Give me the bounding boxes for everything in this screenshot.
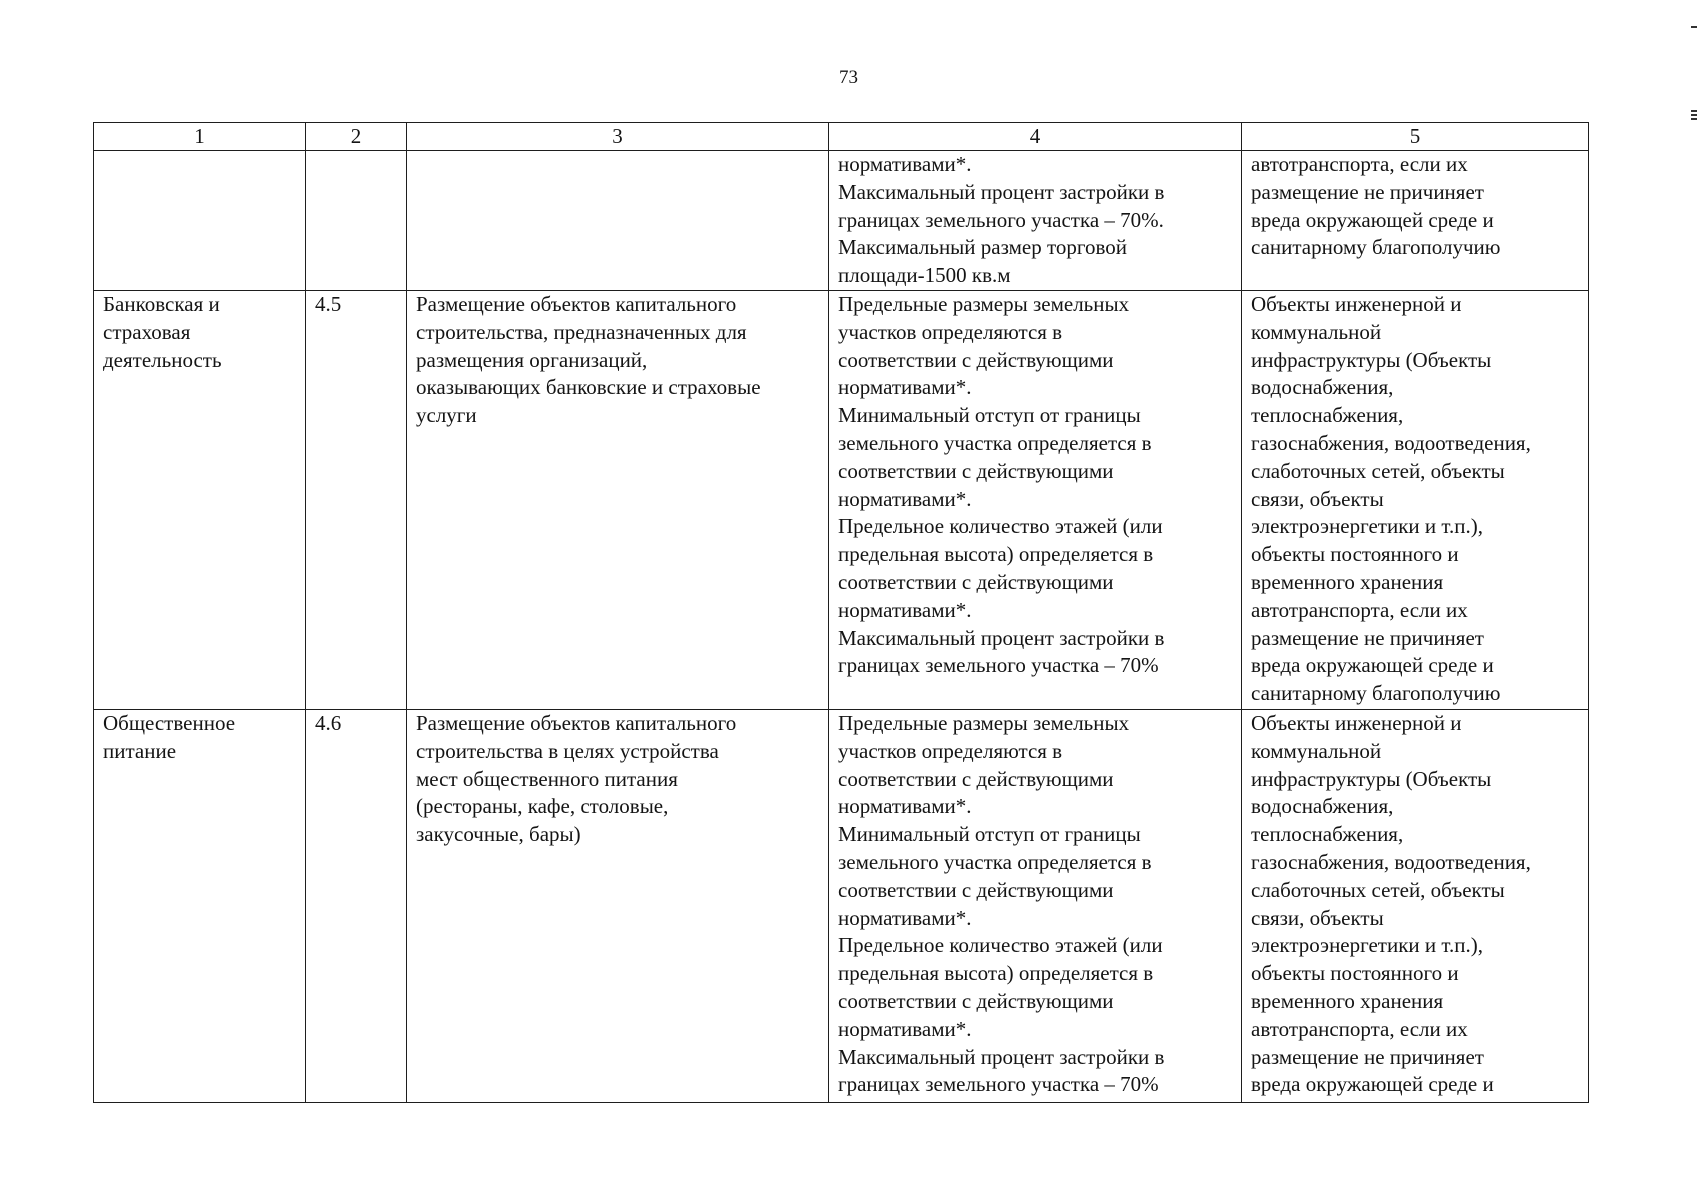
column-header-5: 5 xyxy=(1242,123,1589,151)
header-row xyxy=(94,123,1589,151)
scan-edge-mark xyxy=(1691,118,1697,120)
use-name-cell: Банковская и страховая деятельность xyxy=(94,291,306,710)
page-number: 73 xyxy=(839,67,858,88)
use-description-cell xyxy=(407,151,829,291)
parameters-cell: Предельные размеры земельных участков определяются в соответствии с действующими нормативами*. Минимальный отступ от границы земельного участка определяется в соответствии с действующими нормативами*. Предельное количество этажей (или предельная высота) определяется в соответствии с действующими нормативами*. Максимальный процент застройки в границах земельного участка – 70% xyxy=(829,710,1242,1103)
use-code-cell: 4.6 xyxy=(306,710,407,1103)
column-header-2: 2 xyxy=(306,123,407,151)
scan-edge-mark xyxy=(1691,114,1697,116)
column-header-4: 4 xyxy=(829,123,1242,151)
column-header-1: 1 xyxy=(94,123,306,151)
use-description-cell: Размещение объектов капитального строительства, предназначенных для размещения организаций, оказывающих банковские и страховые услуги xyxy=(407,291,829,710)
column-header-3: 3 xyxy=(407,123,829,151)
table-row xyxy=(94,291,1589,710)
parameters-cell: нормативами*. Максимальный процент застройки в границах земельного участка – 70%. Максимальный размер торговой площади-1500 кв.м xyxy=(829,151,1242,291)
auxiliary-uses-cell: Объекты инженерной и коммунальной инфраструктуры (Объекты водоснабжения, теплоснабжения, газоснабжения, водоотведения, слаботочных сетей, объекты связи, объекты электроэнергетики и т.п.), объекты постоянного и временного хранения автотранспорта, если их размещение не причиняет вреда окружающей среде и санитарному благополучию xyxy=(1242,291,1589,710)
use-code-cell: 4.5 xyxy=(306,291,407,710)
table-row xyxy=(94,151,1589,291)
use-description-cell: Размещение объектов капитального строительства в целях устройства мест общественного питания (рестораны, кафе, столовые, закусочные, бары) xyxy=(407,710,829,1103)
land-use-table xyxy=(93,122,1589,1103)
scan-edge-mark xyxy=(1691,110,1697,112)
table-row xyxy=(94,710,1589,1103)
parameters-cell: Предельные размеры земельных участков определяются в соответствии с действующими нормативами*. Минимальный отступ от границы земельного участка определяется в соответствии с действующими нормативами*. Предельное количество этажей (или предельная высота) определяется в соответствии с действующими нормативами*. Максимальный процент застройки в границах земельного участка – 70% xyxy=(829,291,1242,710)
auxiliary-uses-cell: автотранспорта, если их размещение не причиняет вреда окружающей среде и санитарному благополучию xyxy=(1242,151,1589,291)
use-name-cell: Общественное питание xyxy=(94,710,306,1103)
scan-edge-mark xyxy=(1691,26,1697,28)
auxiliary-uses-cell: Объекты инженерной и коммунальной инфраструктуры (Объекты водоснабжения, теплоснабжения, газоснабжения, водоотведения, слаботочных сетей, объекты связи, объекты электроэнергетики и т.п.), объекты постоянного и временного хранения автотранспорта, если их размещение не причиняет вреда окружающей среде и xyxy=(1242,710,1589,1103)
use-name-cell xyxy=(94,151,306,291)
use-code-cell xyxy=(306,151,407,291)
